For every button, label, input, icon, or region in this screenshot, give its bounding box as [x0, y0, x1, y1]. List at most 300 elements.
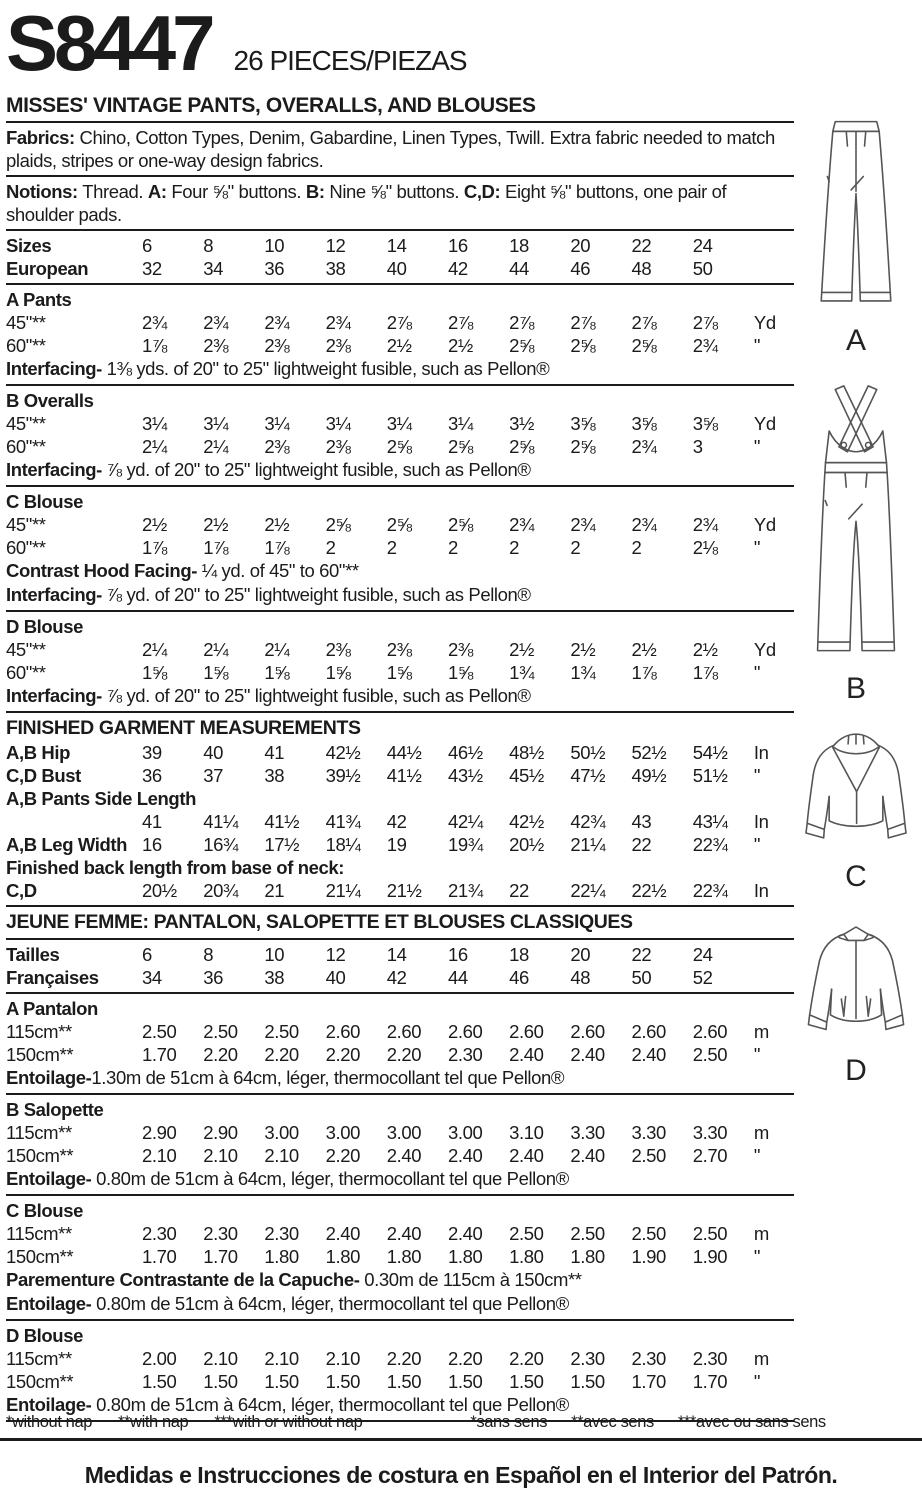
value-cell: 2.20: [325, 1145, 360, 1166]
data-row: [6, 1121, 794, 1144]
value-cell: 2½: [570, 639, 596, 660]
value-cell: 52½: [631, 742, 667, 763]
unit-cell: m: [753, 1021, 769, 1042]
value-cell: 2.60: [386, 1021, 422, 1042]
value-cell: 2: [631, 537, 642, 558]
value-cell: 40: [325, 967, 346, 988]
value-cell: 1.80: [447, 1246, 483, 1267]
value-cell: 22¾: [692, 834, 728, 855]
value-cell: 2.60: [570, 1021, 605, 1042]
value-cell: 16: [447, 944, 468, 965]
data-row: [6, 1144, 794, 1167]
value-cell: 2.20: [203, 1044, 238, 1065]
notions-paragraph: [6, 180, 794, 226]
divider-rule: [6, 283, 794, 285]
value-cell: 42½: [509, 811, 544, 832]
value-cell: 2.30: [631, 1348, 666, 1369]
unit-cell: Yd: [753, 514, 776, 535]
value-cell: 6: [142, 235, 152, 256]
unit-cell: Yd: [753, 413, 776, 434]
row-label: Sizes: [6, 235, 52, 256]
overalls-illustration: [795, 384, 917, 672]
data-row: [6, 1370, 794, 1393]
value-cell: 2.60: [325, 1021, 360, 1042]
value-cell: 18¼: [325, 834, 361, 855]
row-label: 150cm**: [6, 1246, 74, 1267]
data-row: [6, 943, 794, 966]
value-cell: 2.30: [203, 1223, 238, 1244]
note-text: 0.80m de 51cm à 64cm, léger, thermocollant tel que Pellon®: [91, 1394, 569, 1415]
value-cell: 42½: [325, 742, 361, 763]
value-cell: 2.30: [264, 1223, 299, 1244]
value-cell: 2¼: [142, 436, 167, 457]
data-row: [6, 1043, 794, 1066]
row-label: 115cm**: [6, 1348, 72, 1369]
value-cell: 38: [325, 258, 346, 279]
measurement-table: [6, 234, 794, 1422]
row-label: C,D: [6, 880, 37, 901]
value-cell: 2.60: [509, 1021, 544, 1042]
value-cell: 36: [203, 967, 223, 988]
divider-rule: [6, 905, 794, 907]
garment-section-title: C Blouse: [6, 491, 83, 512]
value-cell: 2¾: [264, 312, 290, 333]
view-a-figure: [795, 112, 917, 358]
note-label: Interfacing-: [6, 685, 102, 706]
value-cell: 19: [386, 834, 407, 855]
divider-rule: [6, 175, 794, 177]
row-label: 45"**: [6, 514, 46, 535]
value-cell: 2: [447, 537, 458, 558]
row-label: 150cm**: [6, 1145, 74, 1166]
value-cell: 41: [142, 811, 162, 832]
note-row: [6, 1292, 794, 1316]
value-cell: 20: [570, 235, 591, 256]
row-label: 60"**: [6, 537, 46, 558]
pattern-number: S8447: [6, 0, 212, 87]
value-cell: 2.40: [447, 1223, 483, 1244]
data-row: [6, 513, 794, 536]
value-cell: 16: [142, 834, 162, 855]
row-label: 115cm**: [6, 1223, 72, 1244]
note-label: Parementure Contrastante de la Capuche-: [6, 1269, 360, 1290]
value-cell: 22½: [631, 880, 667, 901]
value-cell: 2⅞: [509, 312, 535, 333]
note-label: Entoilage-: [6, 1168, 92, 1189]
data-row: [6, 1245, 794, 1268]
data-row: [6, 536, 794, 559]
data-row: [6, 257, 794, 280]
row-label: A,B Leg Width: [6, 834, 128, 855]
garment-section-title: C Blouse: [6, 1200, 83, 1221]
value-cell: 22¾: [692, 880, 728, 901]
value-cell: 1.70: [631, 1371, 666, 1392]
unit-cell: ": [753, 1246, 761, 1267]
value-cell: 16¾: [203, 834, 238, 855]
data-row: [6, 1020, 794, 1043]
value-cell: 2¾: [509, 514, 535, 535]
value-cell: 1⅝: [447, 662, 473, 683]
value-cell: 2: [570, 537, 581, 558]
value-cell: 2.10: [203, 1145, 238, 1166]
note-text: 1⅜ yds. of 20" to 25" lightweight fusible, such as Pellon®: [101, 358, 550, 379]
value-cell: 44: [447, 967, 468, 988]
data-row: [6, 1347, 794, 1370]
value-cell: 2.40: [570, 1145, 605, 1166]
value-cell: 3¼: [386, 413, 412, 434]
pants-illustration: [795, 112, 917, 324]
value-cell: 2.10: [264, 1348, 299, 1369]
value-cell: 2⅜: [325, 639, 351, 660]
data-row: [6, 311, 794, 334]
value-cell: 50: [631, 967, 652, 988]
value-cell: 19¾: [447, 834, 483, 855]
value-cell: 18: [509, 235, 529, 256]
row-label: Tailles: [6, 944, 60, 965]
value-cell: 42: [386, 967, 407, 988]
unit-cell: In: [753, 742, 769, 763]
footnote-with-or-without-nap: ***with or without nap: [214, 1413, 363, 1431]
value-cell: 51½: [692, 765, 728, 786]
value-cell: 40: [203, 742, 223, 763]
row-label: 60"**: [6, 662, 46, 683]
value-cell: 3¼: [203, 413, 229, 434]
value-cell: 39: [142, 742, 162, 763]
note-text: ¼ yd. of 45" to 60"**: [196, 560, 359, 581]
value-cell: 10: [264, 235, 285, 256]
view-b-label: B: [845, 672, 866, 705]
value-cell: 22: [631, 834, 652, 855]
divider-rule: [6, 121, 794, 123]
value-cell: 2¾: [203, 312, 229, 333]
value-cell: 2¾: [692, 514, 718, 535]
value-cell: 2½: [447, 335, 473, 356]
value-cell: 1⅞: [264, 537, 290, 558]
value-cell: 2½: [264, 514, 290, 535]
garment-section-title: D Blouse: [6, 1325, 83, 1346]
value-cell: 46½: [447, 742, 483, 763]
value-cell: 2¾: [142, 312, 167, 333]
value-cell: 2.70: [692, 1145, 728, 1166]
value-cell: 3.00: [264, 1122, 299, 1143]
footnotes-english: [6, 1412, 388, 1432]
value-cell: 50½: [570, 742, 606, 763]
value-cell: 2.00: [142, 1348, 177, 1369]
value-cell: 2¾: [631, 436, 657, 457]
value-cell: 42¼: [447, 811, 483, 832]
value-cell: 3⅝: [692, 413, 718, 434]
value-cell: 2⅝: [509, 436, 535, 457]
divider-rule: [6, 992, 794, 994]
fabrics-label: Fabrics:: [6, 127, 75, 148]
value-cell: 1.80: [386, 1246, 422, 1267]
note-label: Interfacing-: [6, 358, 102, 379]
value-cell: 39½: [325, 765, 361, 786]
value-cell: 24: [692, 235, 713, 256]
note-label: Contrast Hood Facing-: [6, 560, 197, 581]
value-cell: 2.30: [692, 1348, 728, 1369]
value-cell: 46: [509, 967, 529, 988]
value-cell: 48: [570, 967, 591, 988]
value-cell: 12: [325, 944, 346, 965]
value-cell: 10: [264, 944, 285, 965]
value-cell: 3⅝: [631, 413, 657, 434]
view-b-figure: [795, 384, 917, 706]
row-label: 115cm**: [6, 1021, 72, 1042]
value-cell: 22¼: [570, 880, 606, 901]
footnotes-french: [470, 1412, 849, 1432]
value-cell: 2⅝: [631, 335, 657, 356]
notions-view-cd-text: Eight ⅝" buttons, one pair of shoulder pads.: [6, 181, 727, 225]
unit-cell: ": [753, 1371, 761, 1392]
row-label: 45"**: [6, 639, 46, 660]
unit-cell: ": [753, 537, 761, 558]
value-cell: 42: [386, 811, 407, 832]
divider-rule: [6, 1093, 794, 1095]
value-cell: 2.20: [325, 1044, 360, 1065]
value-cell: 3.30: [631, 1122, 666, 1143]
pieces-count: 26 PIECES/PIEZAS: [233, 45, 467, 76]
value-cell: 2⅞: [386, 312, 412, 333]
view-d-figure: [795, 922, 917, 1088]
value-cell: 1⅞: [203, 537, 229, 558]
garment-section-title: B Salopette: [6, 1099, 104, 1120]
value-cell: 1.50: [325, 1371, 360, 1392]
note-label: Entoilage-: [6, 1293, 92, 1314]
value-cell: 2⅝: [386, 514, 412, 535]
row-label: 150cm**: [6, 1371, 74, 1392]
value-cell: 2: [325, 537, 336, 558]
value-cell: 3.00: [325, 1122, 360, 1143]
value-cell: 2¾: [631, 514, 657, 535]
value-cell: 2¾: [325, 312, 351, 333]
note-text: 0.80m de 51cm à 64cm, léger, thermocollant tel que Pellon®: [91, 1168, 569, 1189]
note-text: ⅞ yd. of 20" to 25" lightweight fusible, such as Pellon®: [101, 459, 531, 480]
unit-cell: [754, 234, 794, 257]
notions-view-cd-label: C,D:: [463, 181, 501, 202]
value-cell: 20¾: [203, 880, 238, 901]
divider-rule: [6, 1319, 794, 1321]
value-cell: 37: [203, 765, 223, 786]
unit-cell: m: [753, 1223, 769, 1244]
value-cell: 2.40: [325, 1223, 360, 1244]
spanish-footer-note: Medidas e Instrucciones de costura en Español en el Interior del Patrón.: [84, 1462, 838, 1488]
value-cell: 2.20: [264, 1044, 299, 1065]
value-cell: 44½: [386, 742, 422, 763]
value-cell: 3.10: [509, 1122, 544, 1143]
data-row: [6, 1222, 794, 1245]
value-cell: 50: [692, 258, 713, 279]
value-cell: 2.10: [142, 1145, 177, 1166]
value-cell: 2.40: [386, 1223, 422, 1244]
value-cell: 52: [692, 967, 713, 988]
view-c-label: C: [845, 860, 867, 893]
unit-cell: In: [753, 811, 769, 832]
notions-view-a-label: A:: [147, 181, 167, 202]
value-cell: 2.40: [509, 1044, 544, 1065]
value-cell: 21: [264, 880, 285, 901]
value-cell: 36: [264, 258, 285, 279]
note-row: [6, 357, 794, 381]
value-cell: 41½: [264, 811, 300, 832]
note-label: Interfacing-: [6, 584, 102, 605]
value-cell: 45½: [509, 765, 544, 786]
value-cell: 1⅝: [142, 662, 167, 683]
footnote-with-nap: **with nap: [118, 1413, 189, 1431]
value-cell: 1⅞: [692, 662, 718, 683]
value-cell: 1.70: [692, 1371, 728, 1392]
unit-cell: ": [753, 662, 761, 683]
value-cell: 3.30: [692, 1122, 728, 1143]
notions-text: Thread.: [77, 181, 148, 202]
notions-view-a-text: Four ⅝" buttons.: [166, 181, 306, 202]
value-cell: 2.50: [142, 1021, 177, 1042]
value-cell: 1⅝: [264, 662, 290, 683]
value-cell: 1¾: [509, 662, 535, 683]
value-cell: 2⅜: [447, 639, 473, 660]
value-cell: 2⅝: [509, 335, 535, 356]
value-cell: 38: [264, 967, 285, 988]
value-cell: 2.30: [142, 1223, 177, 1244]
value-cell: 2.30: [447, 1044, 483, 1065]
value-cell: 40: [386, 258, 407, 279]
value-cell: 2.40: [386, 1145, 422, 1166]
value-cell: 3: [692, 436, 703, 457]
value-cell: 14: [386, 235, 407, 256]
data-row: [6, 810, 794, 833]
value-cell: 2⅞: [631, 312, 657, 333]
value-cell: 21¼: [570, 834, 606, 855]
data-row: [6, 879, 794, 902]
value-cell: 3.30: [570, 1122, 605, 1143]
value-cell: 2⅝: [447, 436, 473, 457]
hooded-blouse-illustration: [795, 728, 917, 860]
value-cell: 2½: [142, 514, 167, 535]
value-cell: 1.50: [203, 1371, 238, 1392]
value-cell: 1¾: [570, 662, 596, 683]
divider-rule: [6, 711, 794, 713]
value-cell: 41½: [386, 765, 422, 786]
value-cell: 48½: [509, 742, 544, 763]
value-cell: 2.60: [631, 1021, 666, 1042]
value-cell: 48: [631, 258, 652, 279]
brand-row: [6, 0, 794, 86]
value-cell: 22: [509, 880, 529, 901]
value-cell: 2⅜: [386, 639, 412, 660]
value-cell: 2: [509, 537, 520, 558]
value-cell: 2.50: [509, 1223, 544, 1244]
value-cell: 2.30: [570, 1348, 605, 1369]
value-cell: 41¾: [325, 811, 361, 832]
fabrics-paragraph: [6, 126, 794, 172]
value-cell: 1.50: [264, 1371, 299, 1392]
value-cell: 36: [142, 765, 162, 786]
value-cell: 1⅝: [325, 662, 351, 683]
value-cell: 21¾: [447, 880, 483, 901]
row-label: 60"**: [6, 335, 46, 356]
value-cell: 2.40: [631, 1044, 666, 1065]
note-row: [6, 1167, 794, 1191]
value-cell: 2⅝: [447, 514, 473, 535]
footnote-avec-ou-sans-sens: ***avec ou sans sens: [677, 1413, 826, 1431]
value-cell: 12: [325, 235, 346, 256]
unit-cell: ": [753, 834, 761, 855]
garment-section-title: A Pants: [6, 289, 72, 310]
value-cell: 1.80: [264, 1246, 299, 1267]
note-text: 0.30m de 115cm à 150cm**: [359, 1269, 582, 1290]
row-label: 45"**: [6, 312, 46, 333]
value-cell: 2⅜: [264, 436, 290, 457]
fabrics-text: Chino, Cotton Types, Denim, Gabardine, Linen Types, Twill. Extra fabric needed to match plaids, stripes or one-way design fabrics.: [6, 127, 775, 171]
row-label: A,B Hip: [6, 742, 71, 763]
unit-cell: In: [753, 880, 769, 901]
data-row: [6, 741, 794, 764]
unit-cell: Yd: [753, 312, 776, 333]
value-cell: 2⅞: [447, 312, 473, 333]
unit-cell: ": [753, 765, 761, 786]
unit-cell: Yd: [753, 639, 776, 660]
value-cell: 34: [142, 967, 162, 988]
value-cell: 2.10: [325, 1348, 360, 1369]
value-cell: 1⅞: [142, 537, 167, 558]
view-d-label: D: [845, 1054, 867, 1087]
notions-label: Notions:: [6, 181, 78, 202]
section-heading: FINISHED GARMENT MEASUREMENTS: [6, 717, 361, 739]
value-cell: 1.80: [570, 1246, 605, 1267]
row-label: 150cm**: [6, 1044, 74, 1065]
data-row: [6, 764, 794, 787]
value-cell: 2½: [692, 639, 718, 660]
value-cell: 2⅜: [264, 335, 290, 356]
value-cell: 20½: [142, 880, 177, 901]
value-cell: 3¼: [447, 413, 473, 434]
value-cell: 1.80: [509, 1246, 544, 1267]
value-cell: 32: [142, 258, 162, 279]
section-heading: JEUNE FEMME: PANTALON, SALOPETTE ET BLOUSES CLASSIQUES: [6, 911, 633, 933]
garment-section-title: B Overalls: [6, 390, 94, 411]
value-cell: 2⅝: [386, 436, 412, 457]
value-cell: 2.50: [631, 1145, 666, 1166]
value-cell: 21½: [386, 880, 422, 901]
value-cell: 22: [631, 235, 652, 256]
value-cell: 6: [142, 944, 152, 965]
value-cell: 41¼: [203, 811, 238, 832]
row-label: A,B Pants Side Length: [6, 788, 196, 809]
footnotes-row: [6, 1412, 914, 1432]
unit-cell: [754, 966, 794, 989]
value-cell: 2½: [631, 639, 657, 660]
note-row: [6, 1268, 794, 1292]
value-cell: 46: [570, 258, 591, 279]
value-cell: 1.50: [509, 1371, 544, 1392]
value-cell: 2.50: [264, 1021, 299, 1042]
note-row: [6, 559, 794, 583]
value-cell: 2.20: [386, 1044, 422, 1065]
row-label: Françaises: [6, 967, 99, 988]
value-cell: 2.50: [692, 1223, 728, 1244]
value-cell: 2.50: [203, 1021, 238, 1042]
footnote-avec-sens: **avec sens: [571, 1413, 654, 1431]
data-row: [6, 661, 794, 684]
note-row: [6, 1066, 794, 1090]
value-cell: 2½: [203, 514, 229, 535]
note-label: Entoilage-: [6, 1067, 92, 1088]
row-label: 45"**: [6, 413, 46, 434]
value-cell: 2¼: [142, 639, 167, 660]
unit-cell: m: [753, 1348, 769, 1369]
value-cell: 20: [570, 944, 591, 965]
view-a-label: A: [845, 324, 866, 357]
